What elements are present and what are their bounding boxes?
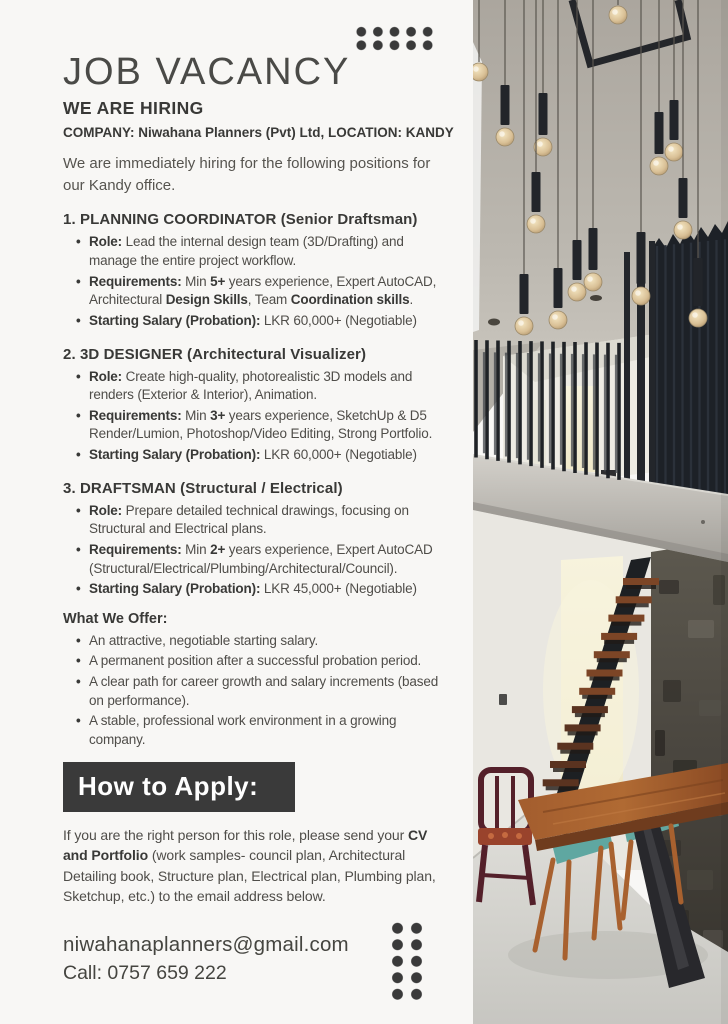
phone-text: Call: 0757 659 222 <box>63 961 227 984</box>
position-heading: 2. 3D DESIGNER (Architectural Visualizer) <box>63 345 367 363</box>
text-segment: Min <box>181 273 211 289</box>
text-segment: Coordination skills <box>290 292 410 308</box>
text-segment: Requirements: <box>89 273 182 289</box>
position-section <box>63 480 455 599</box>
position-heading: 3. DRAFTSMAN (Structural / Electrical) <box>63 479 343 497</box>
text-segment: Design Skills <box>165 292 248 308</box>
text-segment: years experience, Expert AutoCAD, Architectural <box>89 273 437 308</box>
interior-photo <box>473 0 728 1024</box>
text-segment: Requirements: <box>89 407 182 423</box>
apply-banner <box>63 762 295 812</box>
dots-grid-icon <box>387 919 427 1001</box>
text-segment: Role: <box>89 368 123 384</box>
bullet-item <box>79 233 455 270</box>
bullet-item <box>79 407 455 444</box>
position-section <box>63 211 455 330</box>
contact-block <box>63 917 455 1001</box>
text-segment: Lead the internal design team (3D/Drafting) and manage the entire project workflow. <box>89 234 404 269</box>
bullet-item <box>79 541 455 578</box>
email-text: niwahanaplanners@gmail.com <box>63 932 349 956</box>
recessed-light-icon <box>488 319 500 326</box>
text-segment: 5+ <box>210 273 226 289</box>
position-bullets <box>63 368 455 465</box>
text-segment: LKR 60,000+ (Negotiable) <box>260 312 417 328</box>
text-segment: years experience, Expert AutoCAD (Structural/Electrical/Plumbing/Architectural/Council). <box>89 541 433 576</box>
text-segment: Min <box>181 407 211 423</box>
text-segment: LKR 60,000+ (Negotiable) <box>260 447 417 463</box>
text-segment: Role: <box>89 502 123 518</box>
bullet-item <box>79 502 455 539</box>
text-segment: Starting Salary (Probation): <box>89 447 261 463</box>
interior-photo-svg <box>473 0 728 1024</box>
text-segment: If you are the right person for this role, please send your <box>63 826 408 843</box>
contact-lines <box>63 933 349 985</box>
hiring-subtitle: WE ARE HIRING <box>63 97 204 118</box>
position-heading: 1. PLANNING COORDINATOR (Senior Draftsman) <box>63 211 418 229</box>
text-segment: Starting Salary (Probation): <box>89 312 261 328</box>
offer-bullet-item: • A permanent position after a successful probation period. <box>79 652 455 671</box>
text-segment: 2+ <box>210 541 226 557</box>
position-section <box>63 346 455 465</box>
intro-text: We are immediately hiring for the following positions for our Kandy office. <box>63 154 431 194</box>
text-segment: Requirements: <box>89 541 182 557</box>
text-segment: Create high-quality, photorealistic 3D models and renders (Exterior & Interior), Animation. <box>89 368 413 403</box>
position-bullets <box>63 233 455 330</box>
bullet-item <box>79 312 455 331</box>
offer-heading: What We Offer: <box>63 610 168 627</box>
dots-grid-icon <box>351 24 434 51</box>
offer-bullet-item: • A clear path for career growth and salary increments (based on performance). <box>79 673 455 710</box>
bullet-item <box>79 368 455 405</box>
recessed-light-icon <box>590 295 602 301</box>
text-segment: , Team <box>247 292 291 308</box>
text-segment: CV and Portfolio <box>63 826 428 864</box>
text-segment: 3+ <box>210 407 226 423</box>
text-segment: Role: <box>89 234 123 250</box>
positions-list <box>63 211 455 598</box>
text-segment: Min <box>181 541 211 557</box>
text-segment: years experience, SketchUp & D5 Render/Lumion, Photoshop/Video Editing, Strong Portfolio. <box>89 407 433 442</box>
wall-socket <box>499 694 507 705</box>
text-segment: LKR 45,000+ (Negotiable) <box>260 581 417 597</box>
text-segment: (work samples- council plan, Architectural Detailing book, Structure plan, Electrical plan, Plumbing plan, Sketchup, etc.) to the email address below. <box>63 847 436 905</box>
offer-bullet-item: • An attractive, negotiable starting salary. <box>79 632 455 651</box>
position-bullets <box>63 502 455 599</box>
company-location-line: COMPANY: Niwahana Planners (Pvt) Ltd, LOCATION: KANDY <box>63 124 454 140</box>
bullet-item <box>79 580 455 599</box>
bullet-item <box>79 273 455 310</box>
poster-title: JOB VACANCY <box>63 51 351 93</box>
offer-bullet-item: • A stable, professional work environment in a growing company. <box>79 712 455 749</box>
text-segment: . <box>409 292 414 308</box>
bullet-item <box>79 446 455 465</box>
apply-instructions <box>63 825 455 907</box>
offer-list <box>63 632 455 750</box>
text-segment: Prepare detailed technical drawings, focusing on Structural and Electrical plans. <box>89 502 409 537</box>
apply-heading: How to Apply: <box>78 771 259 802</box>
text-segment: Starting Salary (Probation): <box>89 581 261 597</box>
